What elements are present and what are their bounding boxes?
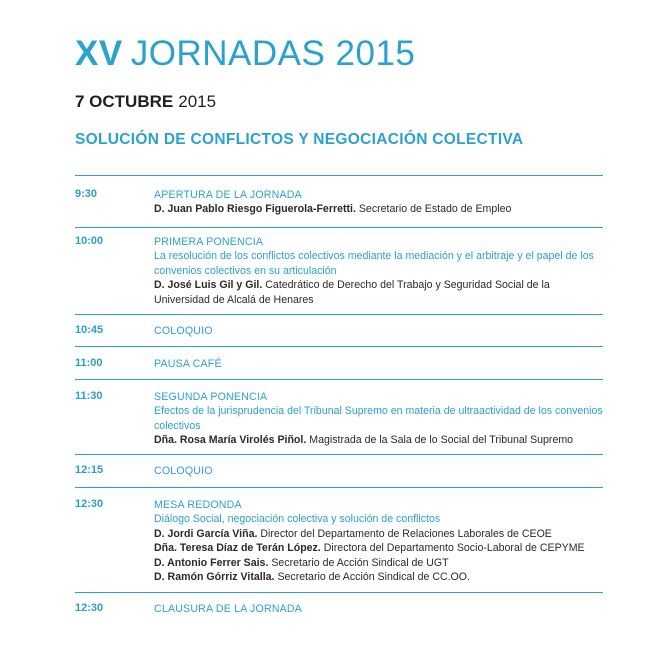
speaker-role: Secretario de Estado de Empleo [358,203,512,216]
item-content [154,464,604,478]
speaker-name: D. Antonio Ferrer Sais. [154,556,269,569]
item-heading: MESA REDONDA [154,499,242,511]
item-content [154,498,604,584]
item-time: 9:30 [75,188,98,200]
date-day-month: 7 OCTUBRE [75,92,174,111]
divider [75,592,603,593]
speaker [154,433,604,447]
item-heading: PRIMERA PONENCIA [154,236,264,248]
speaker-role: Catedrático de Derecho del Trabajo y Seguridad Social de la Universidad de Alcalá de Henares [154,279,550,306]
item-heading: CLAUSURA DE LA JORNADA [154,603,303,615]
page-title [75,34,415,74]
divider [75,314,603,315]
item-time: 10:00 [75,235,104,247]
speaker-name: Dña. Rosa María Virolés Piñol. [154,434,307,447]
speaker [154,202,604,216]
item-content [154,324,604,338]
item-topic: Diálogo Social, negociación colectiva y solución de conflictos [154,513,441,526]
title-number: XV [75,34,123,73]
item-time: 12:30 [75,602,104,614]
speaker-role: Directora del Departamento Socio-Laboral de CEPYME [323,542,585,555]
item-content [154,602,604,616]
speaker-role: Secretario de Acción Sindical de CC.OO. [277,571,470,584]
divider [75,175,603,176]
item-heading: COLOQUIO [154,325,213,337]
speaker [154,570,604,584]
speaker-role: Director del Departamento de Relaciones Laborales de CEOE [260,527,552,540]
date-year: 2015 [178,92,217,111]
speaker [154,556,604,570]
event-subtitle: SOLUCIÓN DE CONFLICTOS Y NEGOCIACIÓN COLECTIVA [75,131,524,148]
divider [75,454,603,455]
item-time: 11:00 [75,357,103,369]
item-content [154,357,604,371]
item-content [154,235,604,307]
item-content [154,390,604,448]
event-date [75,92,216,112]
item-time: 12:30 [75,498,104,510]
item-time: 12:15 [75,464,104,476]
speaker [154,278,604,307]
speaker-name: D. José Luis Gil y Gil. [154,279,263,292]
divider [75,487,603,488]
item-heading: PAUSA CAFÉ [154,358,222,370]
title-text: JORNADAS 2015 [130,34,416,73]
divider [75,379,603,380]
speaker-name: D. Ramón Górriz Vitalla. [154,571,275,584]
item-heading: SEGUNDA PONENCIA [154,391,268,403]
item-content [154,188,604,217]
divider [75,346,603,347]
speaker [154,541,604,555]
speaker [154,527,604,541]
item-heading: APERTURA DE LA JORNADA [154,189,302,201]
item-time: 10:45 [75,324,104,336]
speaker-role: Secretario de Acción Sindical de UGT [271,556,449,569]
item-topic: Efectos de la jurisprudencia del Tribunal Supremo en materia de ultraactividad de los convenios colectivos [154,405,603,432]
speaker-name: D. Juan Pablo Riesgo Figuerola-Ferretti. [154,203,356,216]
divider [75,227,603,228]
speaker-name: D. Jordi García Viña. [154,527,258,540]
speaker-role: Magistrada de la Sala de lo Social del Tribunal Supremo [309,434,574,447]
item-time: 11:30 [75,390,103,402]
item-heading: COLOQUIO [154,465,213,477]
item-topic: La resolución de los conflictos colectivos mediante la mediación y el arbitraje y el papel de los convenios colectivos en su articulación [154,250,594,277]
speaker-name: Dña. Teresa Díaz de Terán López. [154,542,321,555]
